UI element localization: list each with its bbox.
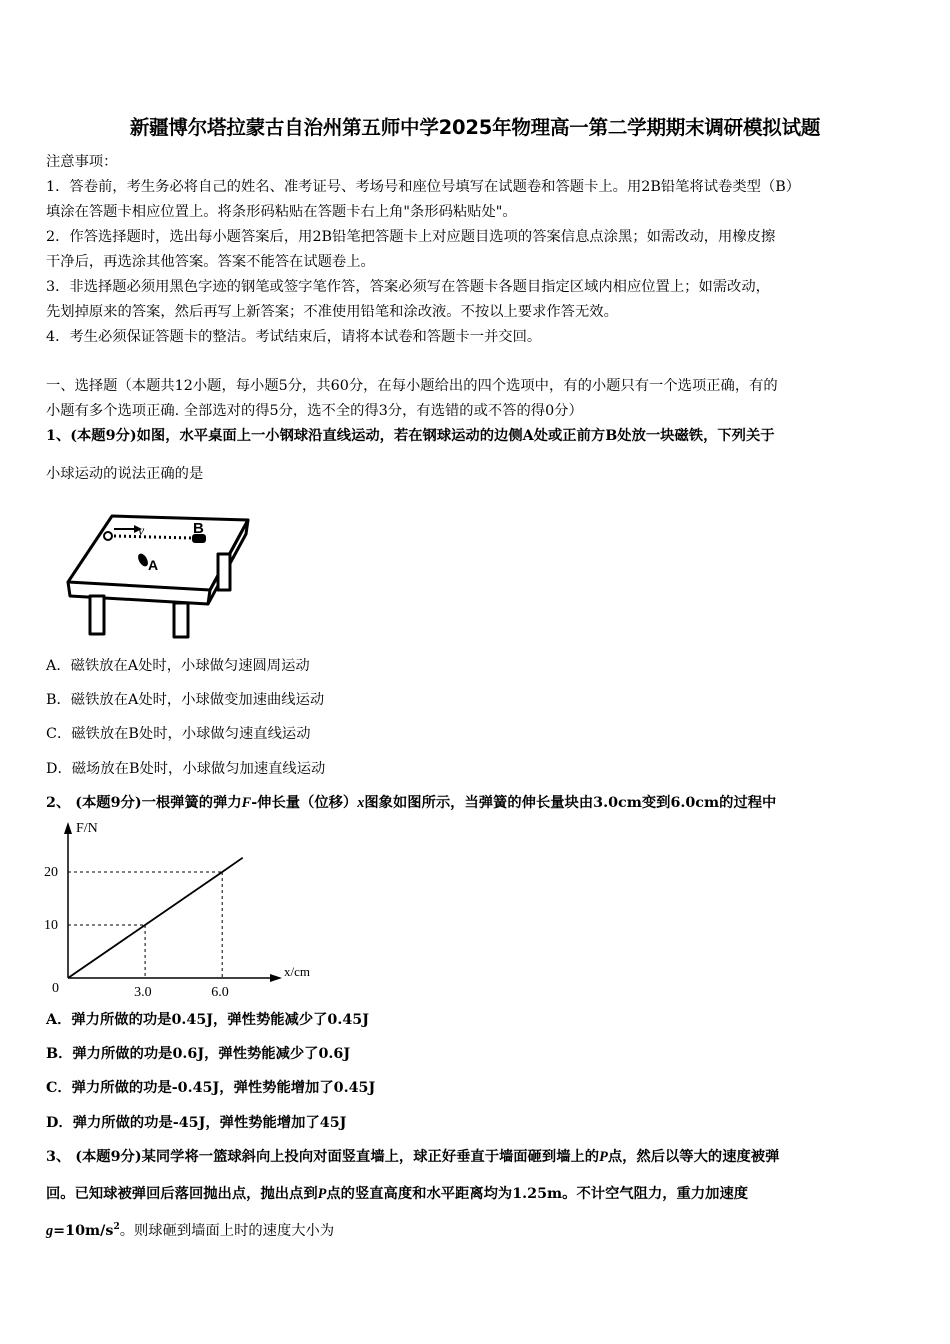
q2-option-d: D．弹力所做的功是-45J，弹性势能增加了45J [46,1115,347,1131]
page-title: 新疆博尔塔拉蒙古自治州第五师中学2025年物理高一第二学期期末调研模拟试题 [129,116,821,139]
notice-line: 4．考生必须保证答题卡的整洁。考试结束后，请将本试卷和答题卡一并交回。 [46,329,542,345]
q3-stem-cont: 回。已知球被弹回后落回抛出点，抛出点到P点的竖直高度和水平距离均为1.25m。不计空气阻力，重力加速度 [46,1186,749,1202]
y-tick-label: 20 [44,865,58,880]
q2-stem: 2、 (本题9分)一根弹簧的弹力F-伸长量（位移）x图象如图所示，当弹簧的伸长量块由3.0cm变到6.0cm的过程中 [46,795,777,811]
q1-option-c: C．磁铁放在B处时，小球做匀速直线运动 [46,726,311,742]
q1-stem: 1、(本题9分)如图，水平桌面上一小钢球沿直线运动，若在钢球运动的边侧A处或正前方B处放一块磁铁，下列关于 [46,428,775,444]
notice-line: 2．作答选择题时，选出每小题答案后，用2B铅笔把答题卡上对应题目选项的答案信息点涂黑；如需改动，用橡皮擦 [46,229,776,245]
q3-stem: 3、 (本题9分)某同学将一篮球斜向上投向对面竖直墙上，球正好垂直于墙面砸到墙上的P点，然后以等大的速度被弹 [46,1149,780,1165]
q1-table-figure [60,508,260,640]
section-heading-cont: 小题有多个选项正确. 全部选对的得5分，选不全的得3分，有选错的或不答的得0分） [46,403,583,419]
q1-stem-cont: 小球运动的说法正确的是 [46,466,204,482]
label-a: A [148,557,159,573]
notice-line: 填涂在答题卡相应位置上。将条形码粘贴在答题卡右上角"条形码粘贴处"。 [46,204,517,220]
label-v: v [138,524,145,539]
notice-line: 先划掉原来的答案，然后再写上新答案；不准使用铅笔和涂改液。不按以上要求作答无效。 [46,304,618,320]
steel-ball [104,532,112,540]
notice-line: 3．非选择题必须用黑色字迹的钢笔或签字笔作答，答案必须写在答题卡各题目指定区域内相应位置上；如需改动， [46,279,770,295]
q2-option-a: A．弹力所做的功是0.45J，弹性势能减少了0.45J [46,1012,370,1028]
section-heading: 一、选择题（本题共12小题，每小题5分，共60分，在每小题给出的四个选项中，有的小题只有一个选项正确，有的 [46,378,778,394]
y-axis-arrow [64,822,72,834]
origin-label: 0 [52,981,59,996]
q1-option-b: B．磁铁放在A处时，小球做变加速曲线运动 [46,692,325,708]
y-tick-label: 10 [44,918,58,933]
q1-option-a: A．磁铁放在A处时，小球做匀速圆周运动 [46,658,310,674]
notice-line: 干净后，再选涂其他答案。答案不能答在试题卷上。 [46,254,375,270]
series-line-f-x [68,858,243,978]
q1-option-d: D．磁场放在B处时，小球做匀加速直线运动 [46,761,326,777]
q2-force-chart [40,816,320,1004]
notice-heading: 注意事项： [46,154,118,170]
x-axis-label: x/cm [284,964,310,979]
label-b: B [193,520,204,537]
x-axis-arrow [270,974,282,982]
q2-option-c: C．弹力所做的功是-0.45J，弹性势能增加了0.45J [46,1080,376,1096]
x-tick-label: 6.0 [211,985,229,1000]
q2-option-b: B．弹力所做的功是0.6J，弹性势能减少了0.6J [46,1046,351,1062]
y-axis-label: F/N [76,821,98,836]
x-tick-label: 3.0 [134,985,152,1000]
q3-stem-end: $g=10m/s^2$。则球砸到墙面上时的速度大小为 [46,1222,335,1239]
notice-line: 1．答卷前，考生务必将自己的姓名、准考证号、考场号和座位号填写在试题卷和答题卡上。用2B铅笔将试卷类型（B） [46,179,801,195]
